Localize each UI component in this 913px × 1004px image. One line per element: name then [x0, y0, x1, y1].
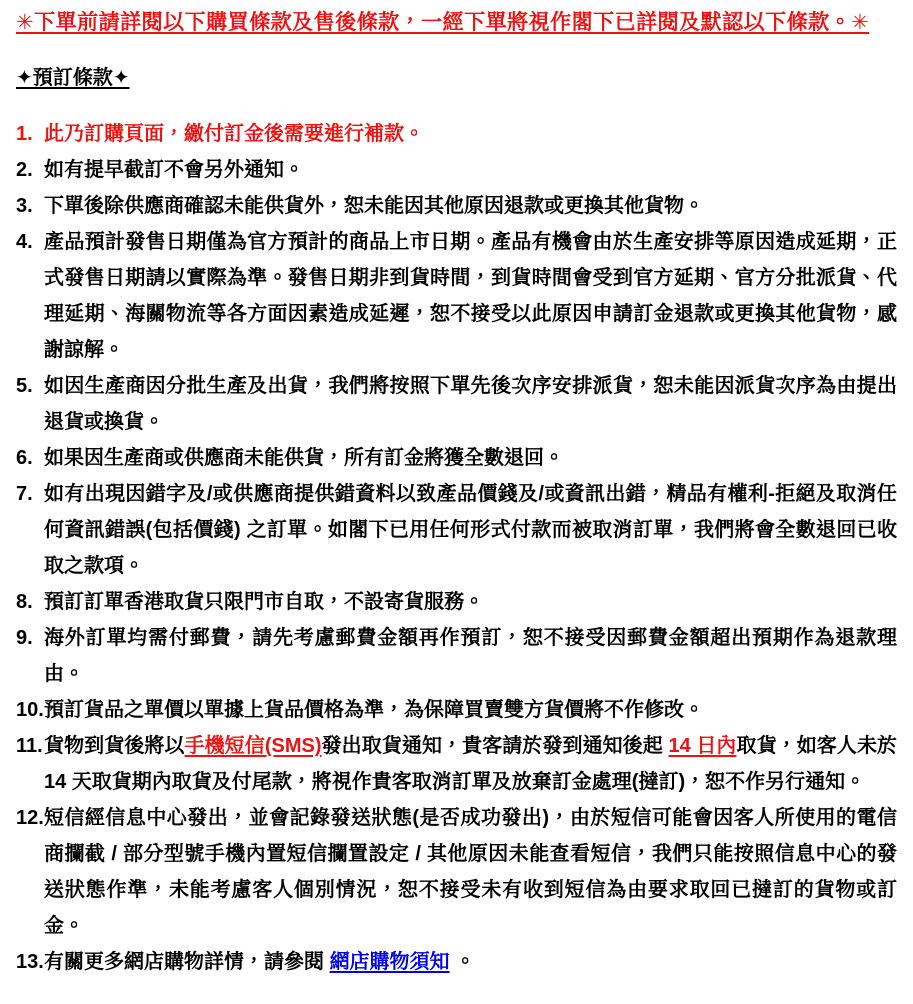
term-item — [14, 728, 897, 800]
term-number: 1. — [16, 123, 33, 145]
purchase-notice-banner: ✳下單前請詳閱以下購買條款及售後條款，一經下單將視作閣下已詳閱及默認以下條款。✳ — [16, 11, 870, 34]
term-text: 如有出現因錯字及/或供應商提供錯資料以致產品價錢及/或資訊出錯，精品有權利-拒絕及取消任何資訊錯誤(包括價錢) 之訂單。如閣下已用任何形式付款而被取消訂單，我們將會全數退回已收取之款項。 — [44, 483, 897, 577]
term-item — [14, 368, 897, 440]
store-shopping-guide-link[interactable]: 網店購物須知 — [329, 951, 450, 973]
term-text: 此乃訂購頁面，繳付訂金後需要進行補款。 — [44, 123, 424, 145]
term-text: 如果因生產商或供應商未能供貨，所有訂金將獲全數退回。 — [44, 447, 564, 469]
term-item — [14, 692, 897, 728]
term-item — [14, 620, 897, 692]
preorder-terms-heading: ✦預訂條款✦ — [16, 67, 130, 89]
term-number: 6. — [16, 447, 33, 469]
term-item — [14, 188, 897, 224]
term-number: 3. — [16, 195, 33, 217]
term-number: 8. — [16, 591, 33, 613]
terms-list — [14, 116, 897, 980]
term-number: 12. — [16, 807, 44, 829]
term-highlight: 14 日內 — [668, 735, 737, 757]
term-number: 4. — [16, 231, 33, 253]
term-number: 11. — [16, 735, 43, 757]
term-text: 如有提早截訂不會另外通知。 — [44, 159, 304, 181]
term-text: 預訂訂單香港取貨只限門市自取，不設寄貨服務。 — [44, 591, 484, 613]
term-number: 13. — [16, 951, 44, 973]
term-text: 有關更多網店購物詳情，請參閱 — [44, 951, 330, 973]
term-item — [14, 584, 897, 620]
term-item — [14, 944, 897, 980]
term-number: 5. — [16, 375, 33, 397]
term-text: 取貨，如客人未於 14 天取貨期內取貨及付尾款，將視作貴客取消訂單及放棄訂金處理(撻訂)，恕不作另行通知。 — [44, 735, 898, 793]
term-number: 7. — [16, 483, 33, 505]
term-item — [14, 476, 897, 584]
term-text: 發出取貨通知，貴客請於發到通知後起 — [321, 735, 669, 757]
term-text: 短信經信息中心發出，並會記錄發送狀態(是否成功發出)，由於短信可能會因客人所使用的電信商攔截 / 部分型號手機內置短信攔置設定 / 其他原因未能查看短信，我們只能按照信息中心的發送狀態作準，未能考慮客人個別情況，恕不接受未有收到短信為由要求取回已撻訂的貨物或訂金。 — [44, 807, 897, 937]
term-item — [14, 224, 897, 368]
term-highlight: 手機短信(SMS) — [184, 735, 322, 757]
term-text: 海外訂單均需付郵費，請先考慮郵費金額再作預訂，恕不接受因郵費金額超出預期作為退款理由。 — [44, 627, 897, 685]
term-text: 。 — [449, 951, 476, 973]
term-item — [14, 116, 897, 152]
term-text: 貨物到貨後將以 — [44, 735, 185, 757]
term-number: 10. — [16, 699, 44, 721]
term-item — [14, 152, 897, 188]
term-text: 如因生產商因分批生產及出貨，我們將按照下單先後次序安排派貨，恕未能因派貨次序為由提出退貨或換貨。 — [44, 375, 897, 433]
term-text: 產品預計發售日期僅為官方預計的商品上市日期。產品有機會由於生產安排等原因造成延期，正式發售日期請以實際為準。發售日期非到貨時間，到貨時間會受到官方延期、官方分批派貨、代理延期、海關物流等各方面因素造成延遲，恕不接受以此原因申請訂金退款或更換其他貨物，感謝諒解。 — [44, 231, 897, 361]
term-item — [14, 800, 897, 944]
term-number: 2. — [16, 159, 33, 181]
term-item — [14, 440, 897, 476]
term-text: 下單後除供應商確認未能供貨外，恕未能因其他原因退款或更換其他貨物。 — [44, 195, 704, 217]
term-number: 9. — [16, 627, 33, 649]
term-text: 預訂貨品之單價以單據上貨品價格為準，為保障買賣雙方貨價將不作修改。 — [44, 699, 704, 721]
